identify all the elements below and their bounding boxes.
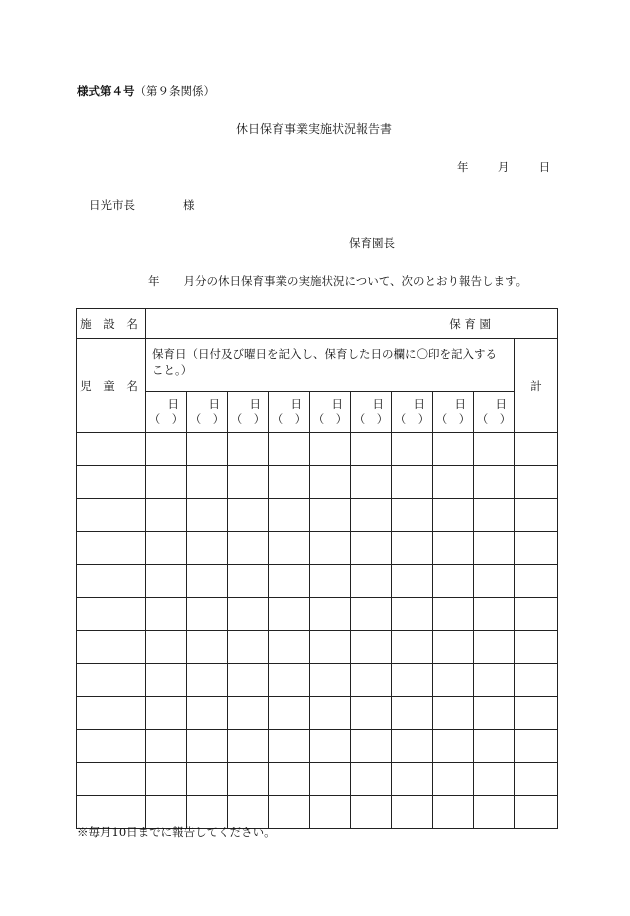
table-row	[77, 433, 558, 466]
child-name-cell[interactable]	[77, 796, 146, 829]
care-mark-cell[interactable]	[433, 598, 474, 631]
care-mark-cell[interactable]	[474, 631, 515, 664]
care-mark-cell[interactable]	[187, 466, 228, 499]
day-label: 日	[372, 397, 384, 411]
day-label: 日	[495, 397, 507, 411]
care-mark-cell[interactable]	[228, 796, 269, 829]
care-mark-cell[interactable]	[269, 664, 310, 697]
care-mark-cell[interactable]	[146, 631, 187, 664]
care-mark-cell[interactable]	[310, 664, 351, 697]
date-month: 月	[497, 160, 510, 174]
weekday-paren: （ ）	[271, 412, 307, 426]
weekday-paren: （ ）	[435, 412, 471, 426]
day-label: 日	[331, 397, 343, 411]
table-row	[77, 763, 558, 796]
care-mark-cell[interactable]	[187, 730, 228, 763]
intro-sentence	[148, 274, 527, 288]
care-mark-cell[interactable]	[351, 565, 392, 598]
sender-title: 保育園長	[349, 236, 395, 250]
weekday-paren: （ ）	[394, 412, 430, 426]
care-mark-cell[interactable]	[146, 598, 187, 631]
total-cell[interactable]	[515, 697, 558, 730]
table-row	[77, 532, 558, 565]
care-mark-cell[interactable]	[310, 433, 351, 466]
care-mark-cell[interactable]	[351, 763, 392, 796]
care-mark-cell[interactable]	[269, 565, 310, 598]
care-mark-cell[interactable]	[351, 631, 392, 664]
care-mark-cell[interactable]	[392, 565, 433, 598]
care-mark-cell[interactable]	[187, 631, 228, 664]
care-mark-cell[interactable]	[351, 730, 392, 763]
care-mark-cell[interactable]	[474, 664, 515, 697]
care-mark-cell[interactable]	[146, 466, 187, 499]
care-mark-cell[interactable]	[310, 763, 351, 796]
care-mark-cell[interactable]	[392, 499, 433, 532]
care-mark-cell[interactable]	[228, 697, 269, 730]
total-cell[interactable]	[515, 730, 558, 763]
care-mark-cell[interactable]	[146, 730, 187, 763]
care-mark-cell[interactable]	[310, 631, 351, 664]
total-cell[interactable]	[515, 598, 558, 631]
day-label: 日	[208, 397, 220, 411]
care-mark-cell[interactable]	[351, 466, 392, 499]
care-mark-cell[interactable]	[474, 598, 515, 631]
care-mark-cell[interactable]	[433, 499, 474, 532]
care-mark-cell[interactable]	[269, 763, 310, 796]
care-mark-cell[interactable]	[474, 697, 515, 730]
care-mark-cell[interactable]	[228, 763, 269, 796]
care-mark-cell[interactable]	[310, 598, 351, 631]
weekday-paren: （ ）	[476, 412, 512, 426]
facility-header: 施 設 名	[77, 309, 146, 339]
care-mark-cell[interactable]	[310, 697, 351, 730]
footnote: ※毎月10日までに報告してください。	[77, 825, 276, 839]
care-mark-cell[interactable]	[392, 796, 433, 829]
day-label: 日	[454, 397, 466, 411]
care-mark-cell[interactable]	[146, 532, 187, 565]
care-mark-cell[interactable]	[351, 796, 392, 829]
care-mark-cell[interactable]	[187, 532, 228, 565]
care-mark-cell[interactable]	[269, 433, 310, 466]
report-table	[76, 308, 558, 829]
care-mark-cell[interactable]	[187, 433, 228, 466]
day-label: 日	[249, 397, 261, 411]
total-cell[interactable]	[515, 763, 558, 796]
care-mark-cell[interactable]	[310, 565, 351, 598]
care-mark-cell[interactable]	[392, 631, 433, 664]
child-name-cell[interactable]	[77, 532, 146, 565]
care-mark-cell[interactable]	[392, 466, 433, 499]
care-mark-cell[interactable]	[269, 499, 310, 532]
total-cell[interactable]	[515, 532, 558, 565]
date-day: 日	[538, 160, 551, 174]
care-mark-cell[interactable]	[146, 697, 187, 730]
care-mark-cell[interactable]	[433, 664, 474, 697]
care-mark-cell[interactable]	[474, 499, 515, 532]
care-mark-cell[interactable]	[351, 664, 392, 697]
care-mark-cell[interactable]	[474, 730, 515, 763]
table-row	[77, 565, 558, 598]
weekday-paren: （ ）	[189, 412, 225, 426]
care-mark-cell[interactable]	[433, 730, 474, 763]
care-mark-cell[interactable]	[187, 697, 228, 730]
care-mark-cell[interactable]	[474, 565, 515, 598]
care-days-description: 保育日（日付及び曜日を記入し、保育した日の欄に〇印を記入すること。）	[146, 339, 515, 392]
care-mark-cell[interactable]	[310, 730, 351, 763]
care-mark-cell[interactable]	[351, 433, 392, 466]
child-name-cell[interactable]	[77, 730, 146, 763]
day-header[interactable]	[351, 392, 392, 433]
care-mark-cell[interactable]	[228, 565, 269, 598]
form-number	[77, 84, 215, 98]
table-row	[77, 697, 558, 730]
weekday-paren: （ ）	[353, 412, 389, 426]
weekday-paren: （ ）	[230, 412, 266, 426]
care-mark-cell[interactable]	[269, 466, 310, 499]
total-cell[interactable]	[515, 565, 558, 598]
care-mark-cell[interactable]	[269, 796, 310, 829]
child-name-cell[interactable]	[77, 598, 146, 631]
care-mark-cell[interactable]	[187, 664, 228, 697]
care-mark-cell[interactable]	[228, 499, 269, 532]
date-year: 年	[457, 160, 469, 174]
care-mark-cell[interactable]	[474, 532, 515, 565]
care-mark-cell[interactable]	[187, 763, 228, 796]
intro-year: 年	[148, 274, 160, 288]
care-mark-cell[interactable]	[392, 598, 433, 631]
day-header[interactable]	[310, 392, 351, 433]
day-label: 日	[167, 397, 179, 411]
care-mark-cell[interactable]	[392, 532, 433, 565]
child-name-cell[interactable]	[77, 466, 146, 499]
child-name-cell[interactable]	[77, 664, 146, 697]
total-cell[interactable]	[515, 664, 558, 697]
care-mark-cell[interactable]	[187, 499, 228, 532]
care-mark-cell[interactable]	[392, 664, 433, 697]
child-name-cell[interactable]	[77, 631, 146, 664]
facility-row	[77, 309, 558, 339]
day-header[interactable]	[433, 392, 474, 433]
care-mark-cell[interactable]	[228, 598, 269, 631]
day-header[interactable]	[187, 392, 228, 433]
child-name-cell[interactable]	[77, 763, 146, 796]
care-mark-cell[interactable]	[392, 433, 433, 466]
facility-suffix: 保 育 園	[449, 316, 492, 331]
addressee-mayor: 日光市長	[89, 198, 135, 212]
care-mark-cell[interactable]	[474, 466, 515, 499]
form-label: 様式第４号	[77, 84, 135, 98]
care-mark-cell[interactable]	[433, 565, 474, 598]
facility-name-field[interactable]	[146, 309, 558, 339]
total-cell[interactable]	[515, 466, 558, 499]
care-mark-cell[interactable]	[146, 763, 187, 796]
care-mark-cell[interactable]	[310, 796, 351, 829]
total-cell[interactable]	[515, 499, 558, 532]
care-mark-cell[interactable]	[187, 565, 228, 598]
weekday-paren: （ ）	[312, 412, 348, 426]
day-header[interactable]	[228, 392, 269, 433]
care-mark-cell[interactable]	[228, 532, 269, 565]
care-mark-cell[interactable]	[269, 598, 310, 631]
document-title: 休日保育事業実施状況報告書	[236, 122, 393, 136]
care-mark-cell[interactable]	[474, 763, 515, 796]
weekday-paren: （ ）	[148, 412, 184, 426]
care-mark-cell[interactable]	[269, 631, 310, 664]
care-mark-cell[interactable]	[392, 763, 433, 796]
care-mark-cell[interactable]	[269, 697, 310, 730]
care-mark-cell[interactable]	[146, 796, 187, 829]
total-header: 計	[515, 339, 558, 433]
total-cell[interactable]	[515, 631, 558, 664]
day-label: 日	[413, 397, 425, 411]
care-mark-cell[interactable]	[228, 466, 269, 499]
care-mark-cell[interactable]	[351, 499, 392, 532]
day-header[interactable]	[146, 392, 187, 433]
total-cell[interactable]	[515, 796, 558, 829]
child-name-cell[interactable]	[77, 565, 146, 598]
care-mark-cell[interactable]	[146, 565, 187, 598]
date-line	[457, 160, 550, 174]
day-header-row	[77, 392, 558, 433]
care-mark-cell[interactable]	[146, 499, 187, 532]
care-mark-cell[interactable]	[269, 730, 310, 763]
table-row	[77, 466, 558, 499]
header-row-1	[77, 339, 558, 392]
care-mark-cell[interactable]	[310, 499, 351, 532]
care-mark-cell[interactable]	[392, 730, 433, 763]
care-mark-cell[interactable]	[269, 532, 310, 565]
child-name-header: 児 童 名	[77, 339, 146, 433]
care-mark-cell[interactable]	[351, 697, 392, 730]
care-mark-cell[interactable]	[146, 433, 187, 466]
care-mark-cell[interactable]	[392, 697, 433, 730]
care-mark-cell[interactable]	[433, 796, 474, 829]
care-mark-cell[interactable]	[146, 664, 187, 697]
day-header[interactable]	[269, 392, 310, 433]
care-mark-cell[interactable]	[433, 466, 474, 499]
child-name-cell[interactable]	[77, 499, 146, 532]
care-mark-cell[interactable]	[228, 730, 269, 763]
care-mark-cell[interactable]	[351, 532, 392, 565]
intro-text: 月分の休日保育事業の実施状況について、次のとおり報告します。	[183, 274, 528, 288]
day-header[interactable]	[474, 392, 515, 433]
care-mark-cell[interactable]	[474, 796, 515, 829]
care-mark-cell[interactable]	[433, 532, 474, 565]
form-relation: （第９条関係）	[134, 84, 215, 98]
table-row	[77, 499, 558, 532]
day-label: 日	[290, 397, 302, 411]
total-cell[interactable]	[515, 433, 558, 466]
child-name-cell[interactable]	[77, 433, 146, 466]
child-name-cell[interactable]	[77, 697, 146, 730]
care-mark-cell[interactable]	[474, 433, 515, 466]
table-row	[77, 730, 558, 763]
care-mark-cell[interactable]	[228, 433, 269, 466]
day-header[interactable]	[392, 392, 433, 433]
addressee-honorific: 様	[183, 198, 195, 212]
table-row	[77, 631, 558, 664]
care-mark-cell[interactable]	[228, 631, 269, 664]
care-mark-cell[interactable]	[310, 532, 351, 565]
care-mark-cell[interactable]	[351, 598, 392, 631]
care-mark-cell[interactable]	[433, 631, 474, 664]
care-mark-cell[interactable]	[228, 664, 269, 697]
care-mark-cell[interactable]	[310, 466, 351, 499]
care-mark-cell[interactable]	[433, 763, 474, 796]
table-row	[77, 598, 558, 631]
care-mark-cell[interactable]	[187, 796, 228, 829]
care-mark-cell[interactable]	[433, 697, 474, 730]
care-mark-cell[interactable]	[187, 598, 228, 631]
care-mark-cell[interactable]	[433, 433, 474, 466]
table-row	[77, 664, 558, 697]
table-row	[77, 796, 558, 829]
